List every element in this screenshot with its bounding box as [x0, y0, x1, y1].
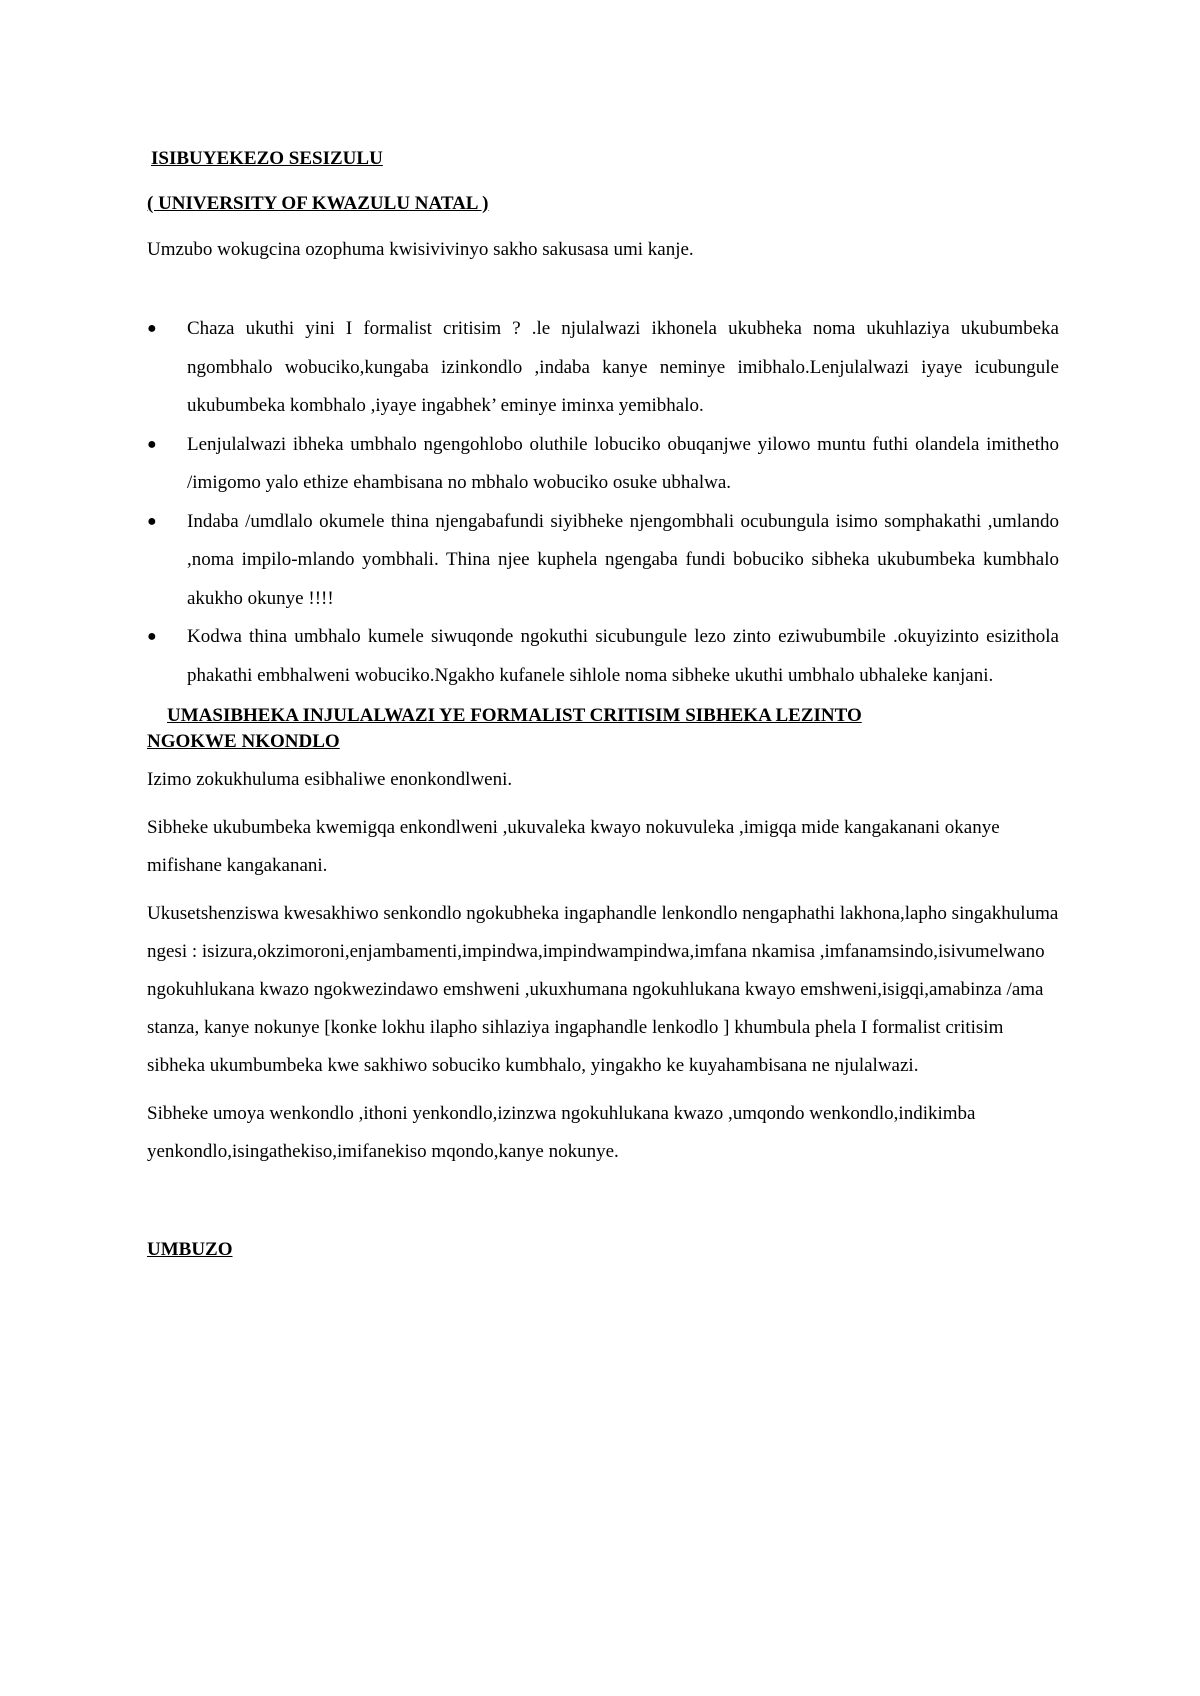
document-title: ISIBUYEKEZO SESIZULU	[151, 148, 383, 169]
document-content	[147, 140, 1059, 1269]
section-heading-line: UMASIBHEKA INJULALWAZI YE FORMALIST CRITISIM SIBHEKA LEZINTO	[167, 705, 862, 726]
bullet-icon: ●	[147, 320, 157, 337]
document-subtitle: ( UNIVERSITY OF KWAZULU NATAL )	[147, 193, 489, 214]
umbuzo-heading: UMBUZO	[147, 1239, 233, 1260]
bullet-text: Chaza ukuthi yini I formalist critisim ? .le njulalwazi ikhonela ukubheka noma ukuhlaziya ukubumbeka ngombhalo wobuciko,kungaba izinkondlo ,indaba kanye neminye imibhalo.Lenjulalwazi iyaye icubungule ukubumbeka kombhalo ,iyaye ingabhek’ eminye iminxa yemibhalo.	[187, 318, 1059, 416]
bullet-list	[147, 310, 1059, 695]
bullet-icon: ●	[147, 435, 157, 453]
bullet-item	[147, 618, 1059, 695]
body-paragraph: Izimo zokukhuluma esibhaliwe enonkondlweni.	[147, 769, 513, 790]
section-heading-line: NGOKWE NKONDLO	[147, 731, 340, 752]
bullet-item	[147, 503, 1059, 619]
body-paragraph: Ukusetshenziswa kwesakhiwo senkondlo ngokubheka ingaphandle lenkondlo nengaphathi lakhona,lapho singakhuluma ngesi : isizura,okzimoroni,enjambamenti,impindwa,impindwampindwa,imfana nkamisa ,imfanamsindo,isivumelwano ngokuhlukana kwazo ngokwezindawo emshweni ,ukuxhumana ngokuhlukana kwayo emshweni,isigqi,amabinza /ama stanza, kanye nokunye [konke lokhu ilapho sihlaziya ingaphandle lenkodlo ] khumbula phela I formalist critisim sibheka ukumbumbeka kwe sakhiwo sobuciko kumbhalo, yingakho ke kuyahambisana ne njulalwazi.	[147, 903, 1059, 1076]
bullet-icon: ●	[147, 512, 157, 530]
section-heading	[147, 703, 1059, 755]
bullet-icon: ●	[147, 628, 157, 645]
bullet-text: Lenjulalwazi ibheka umbhalo ngengohlobo oluthile lobuciko obuqanjwe yilowo muntu futhi olandela imithetho /imigomo yalo ethize ehambisana no mbhalo wobuciko osuke ubhalwa.	[187, 433, 1059, 493]
bullet-item	[147, 426, 1059, 503]
bullet-text: Kodwa thina umbhalo kumele siwuqonde ngokuthi sicubungule lezo zinto eziwubumbile .okuyizinto esizithola phakathi embhalweni wobuciko.Ngakho kufanele sihlole noma sibheke ukuthi umbhalo ubhaleke kanjani.	[187, 626, 1059, 686]
body-paragraph: Sibheke umoya wenkondlo ,ithoni yenkondlo,izinzwa ngokuhlukana kwazo ,umqondo wenkondlo,indikimba yenkondlo,isingathekiso,imifanekiso mqondo,kanye nokunye.	[147, 1103, 976, 1162]
bullet-item	[147, 310, 1059, 426]
intro-paragraph: Umzubo wokugcina ozophuma kwisivivinyo sakho sakusasa umi kanje.	[147, 239, 694, 260]
bullet-text: Indaba /umdlalo okumele thina njengabafundi siyibheke njengombhali ocubungula isimo somphakathi ,umlando ,noma impilo-mlando yombhali. Thina njee kuphela ngengaba fundi bobuciko sibheka ukubumbeka kumbhalo akukho okunye !!!!	[187, 510, 1059, 609]
body-paragraph: Sibheke ukubumbeka kwemigqa enkondlweni ,ukuvaleka kwayo nokuvuleka ,imigqa mide kangakanani okanye mifishane kangakanani.	[147, 817, 1000, 876]
